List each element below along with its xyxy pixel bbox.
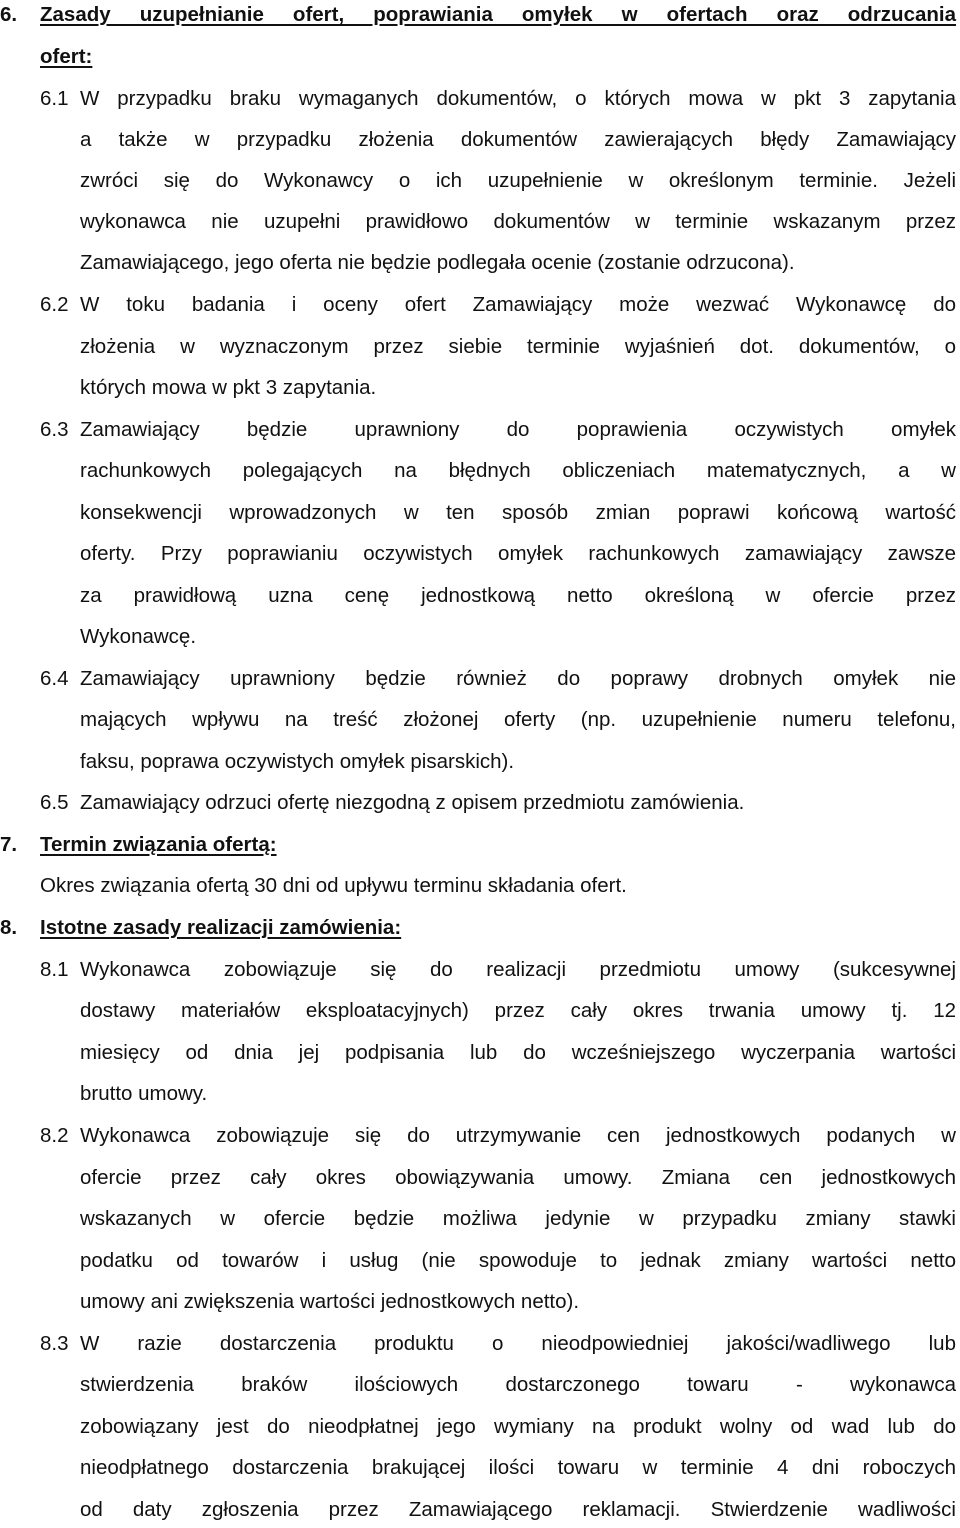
paragraph-line: faksu, poprawa oczywistych omyłek pisarskich). <box>80 750 515 773</box>
paragraph-line: Zamawiający będzie uprawniony do poprawienia oczywistych omyłek <box>80 418 956 441</box>
paragraph-line: których mowa w pkt 3 zapytania. <box>80 376 377 399</box>
paragraph-line: złożenia w wyznaczonym przez siebie terminie wyjaśnień dot. dokumentów, o <box>80 335 956 358</box>
section-number: 6. <box>0 3 18 26</box>
paragraph-line: zobowiązany jest do nieodpłatnej jego wymiany na produkt wolny od wad lub do <box>80 1415 956 1438</box>
item-number: 6.1 <box>40 87 69 110</box>
section-title: ofert: <box>40 45 93 68</box>
section-number: 8. <box>0 916 18 939</box>
paragraph-line: umowy ani zwiększenia wartości jednostkowych netto). <box>80 1290 580 1313</box>
section-6-heading <box>0 0 960 30</box>
paragraph-line: stwierdzenia braków ilościowych dostarczonego towaru - wykonawca <box>80 1373 956 1396</box>
section-8-heading <box>0 913 960 943</box>
paragraph-line: ofercie przez cały okres obowiązywania umowy. Zmiana cen jednostkowych <box>80 1166 956 1189</box>
paragraph-line: Wykonawca zobowiązuje się do realizacji przedmiotu umowy (sukcesywnej <box>80 958 956 981</box>
item-number: 6.3 <box>40 418 69 441</box>
paragraph-line: wykonawca nie uzupełni prawidłowo dokumentów w terminie wskazanym przez <box>80 210 956 233</box>
paragraph-line: rachunkowych polegających na błędnych obliczeniach matematycznych, a w <box>80 459 956 482</box>
section-number: 7. <box>0 833 18 856</box>
paragraph-line: od daty zgłoszenia przez Zamawiającego reklamacji. Stwierdzenie wadliwości <box>80 1498 956 1521</box>
section-title: Istotne zasady realizacji zamówienia: <box>40 916 402 939</box>
item-number: 6.4 <box>40 667 69 690</box>
paragraph-line: W przypadku braku wymaganych dokumentów, o których mowa w pkt 3 zapytania <box>80 87 956 110</box>
section-title: Termin związania ofertą: <box>40 833 277 856</box>
paragraph-line: Wykonawca zobowiązuje się do utrzymywanie cen jednostkowych podanych w <box>80 1124 956 1147</box>
paragraph-line: wskazanych w ofercie będzie możliwa jedynie w przypadku zmiany stawki <box>80 1207 956 1230</box>
paragraph-line: podatku od towarów i usług (nie spowoduje to jednak zmiany wartości netto <box>80 1249 956 1272</box>
item-number: 6.2 <box>40 293 69 316</box>
paragraph-line: a także w przypadku złożenia dokumentów zawierających błędy Zamawiający <box>80 128 956 151</box>
section-7-heading <box>0 830 960 860</box>
item-number: 8.3 <box>40 1332 69 1355</box>
paragraph-line: Zamawiającego, jego oferta nie będzie podlegała ocenie (zostanie odrzucona). <box>80 251 795 274</box>
item-number: 6.5 <box>40 791 69 814</box>
paragraph-line: brutto umowy. <box>80 1082 208 1105</box>
paragraph-line: Okres związania ofertą 30 dni od upływu terminu składania ofert. <box>40 874 627 897</box>
paragraph-line: Zamawiający uprawniony będzie również do poprawy drobnych omyłek nie <box>80 667 956 690</box>
paragraph-line: nieodpłatnego dostarczenia brakującej ilości towaru w terminie 4 dni roboczych <box>80 1456 956 1479</box>
paragraph-line: mających wpływu na treść złożonej oferty (np. uzupełnienie numeru telefonu, <box>80 708 956 731</box>
paragraph-line: oferty. Przy poprawianiu oczywistych omyłek rachunkowych zamawiający zawsze <box>80 542 956 565</box>
paragraph-line: W toku badania i oceny ofert Zamawiający może wezwać Wykonawcę do <box>80 293 956 316</box>
paragraph-line: konsekwencji wprowadzonych w ten sposób zmian poprawi końcową wartość <box>80 501 956 524</box>
paragraph-line: za prawidłową uzna cenę jednostkową netto określoną w ofercie przez <box>80 584 956 607</box>
paragraph-line: dostawy materiałów eksploatacyjnych) przez cały okres trwania umowy tj. 12 <box>80 999 956 1022</box>
item-number: 8.1 <box>40 958 69 981</box>
item-number: 8.2 <box>40 1124 69 1147</box>
section-title: Zasady uzupełnianie ofert, poprawiania omyłek w ofertach oraz odrzucania <box>40 3 956 26</box>
paragraph-line: zwróci się do Wykonawcy o ich uzupełnienie w określonym terminie. Jeżeli <box>80 169 956 192</box>
paragraph-line: W razie dostarczenia produktu o nieodpowiedniej jakości/wadliwego lub <box>80 1332 956 1355</box>
paragraph-line: Zamawiający odrzuci ofertę niezgodną z opisem przedmiotu zamówienia. <box>80 791 745 814</box>
section-6-heading-cont <box>40 42 92 72</box>
paragraph-line: miesięcy od dnia jej podpisania lub do wcześniejszego wyczerpania wartości <box>80 1041 956 1064</box>
paragraph-line: Wykonawcę. <box>80 625 197 648</box>
